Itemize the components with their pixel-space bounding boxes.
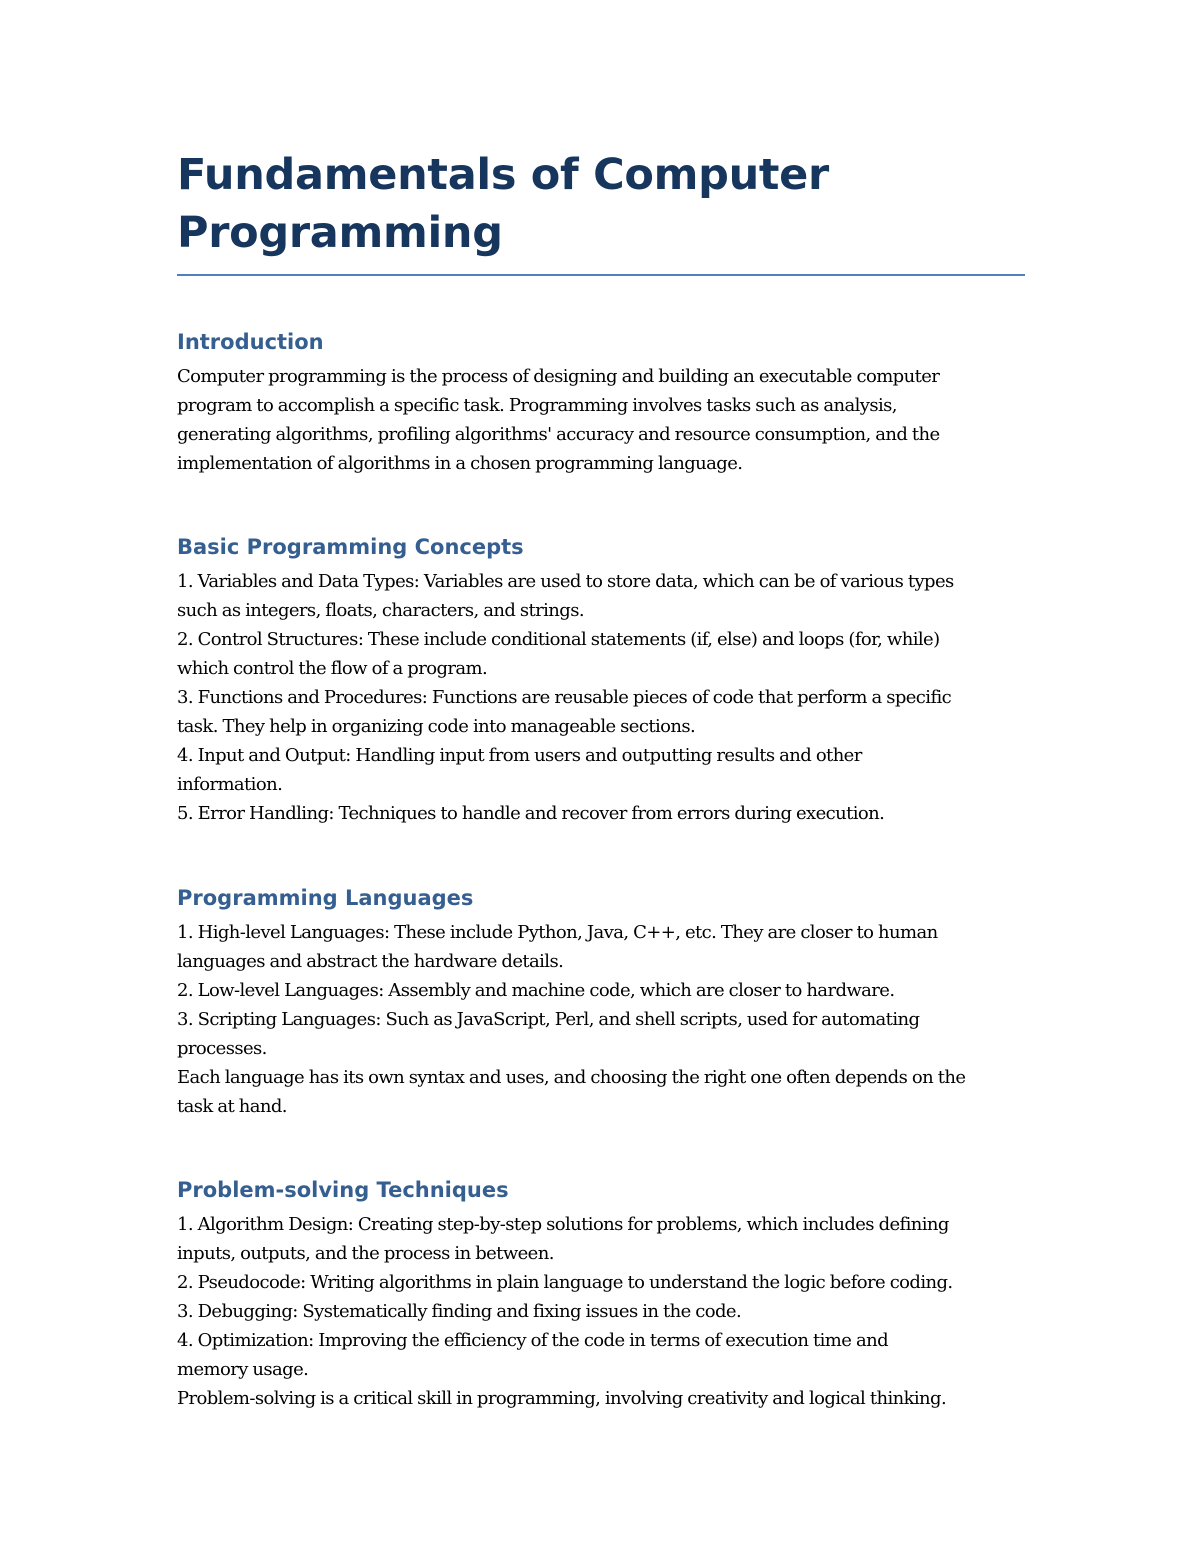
title-divider	[177, 274, 1025, 276]
text-line: memory usage.	[177, 1359, 309, 1380]
section-heading: Programming Languages	[177, 886, 474, 910]
section-heading: Problem-solving Techniques	[177, 1178, 509, 1202]
text-line: inputs, outputs, and the process in between.	[177, 1243, 554, 1264]
section-problem-solving	[177, 1176, 1025, 1413]
text-line: languages and abstract the hardware details.	[177, 951, 564, 972]
text-line: 4. Input and Output: Handling input from users and outputting results and other	[177, 745, 862, 766]
text-line: Each language has its own syntax and uses, and choosing the right one often depends on the	[177, 1067, 966, 1088]
text-line: 5. Error Handling: Techniques to handle and recover from errors during execution.	[177, 803, 885, 824]
text-line: Problem-solving is a critical skill in programming, involving creativity and logical thinking.	[177, 1388, 947, 1409]
section-body	[177, 918, 1025, 1121]
text-line: 2. Low-level Languages: Assembly and machine code, which are closer to hardware.	[177, 980, 895, 1001]
text-line: processes.	[177, 1038, 267, 1059]
text-line: Computer programming is the process of designing and building an executable computer	[177, 366, 940, 387]
text-line: 1. High-level Languages: These include Python, Java, C++, etc. They are closer to human	[177, 922, 938, 943]
text-line: 3. Functions and Procedures: Functions are reusable pieces of code that perform a specific	[177, 687, 952, 708]
title-line: Programming	[177, 208, 503, 258]
section-body	[177, 1210, 1025, 1413]
text-line: which control the flow of a program.	[177, 658, 488, 679]
text-line: generating algorithms, profiling algorithms' accuracy and resource consumption, and the	[177, 424, 940, 445]
section-heading: Basic Programming Concepts	[177, 535, 524, 559]
text-line: 3. Debugging: Systematically finding and fixing issues in the code.	[177, 1301, 742, 1322]
text-line: 3. Scripting Languages: Such as JavaScript, Perl, and shell scripts, used for automating	[177, 1009, 920, 1030]
text-line: 1. Algorithm Design: Creating step-by-step solutions for problems, which includes defining	[177, 1214, 949, 1235]
text-line: information.	[177, 774, 283, 795]
text-line: 1. Variables and Data Types: Variables are used to store data, which can be of various types	[177, 571, 954, 592]
text-line: such as integers, floats, characters, and strings.	[177, 600, 584, 621]
text-line: task. They help in organizing code into manageable sections.	[177, 716, 696, 737]
text-line: program to accomplish a specific task. Programming involves tasks such as analysis,	[177, 395, 897, 416]
text-line: 2. Control Structures: These include conditional statements (if, else) and loops (for, while)	[177, 629, 940, 650]
text-line: 2. Pseudocode: Writing algorithms in plain language to understand the logic before coding.	[177, 1272, 953, 1293]
section-body	[177, 362, 1025, 478]
text-line: implementation of algorithms in a chosen programming language.	[177, 453, 743, 474]
section-programming-languages	[177, 884, 1025, 1121]
document-content	[177, 146, 1025, 1413]
page-title	[177, 146, 1025, 262]
title-line: Fundamentals of Computer	[177, 150, 829, 200]
section-heading: Introduction	[177, 330, 324, 354]
section-body	[177, 567, 1025, 828]
text-line: task at hand.	[177, 1096, 287, 1117]
section-introduction	[177, 328, 1025, 478]
text-line: 4. Optimization: Improving the efficiency of the code in terms of execution time and	[177, 1330, 889, 1351]
section-basic-concepts	[177, 533, 1025, 828]
